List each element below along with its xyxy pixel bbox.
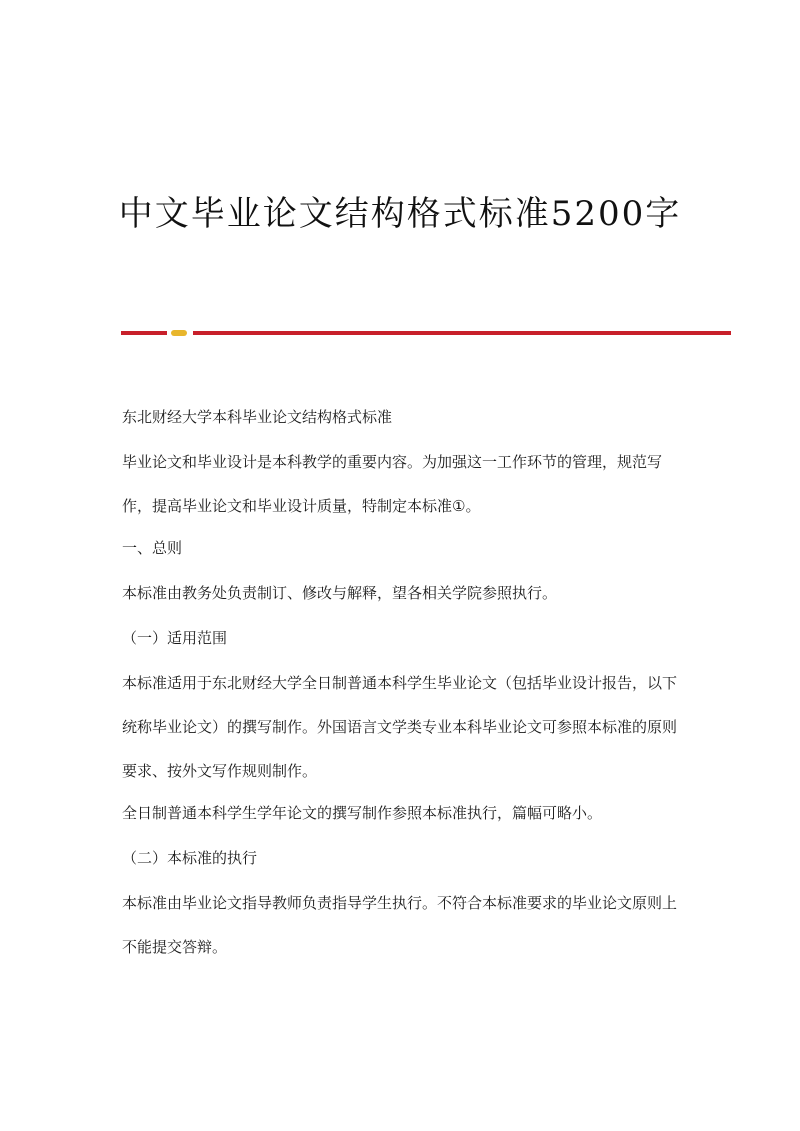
- general-paragraph: 本标准由教务处负责制订、修改与解释，望各相关学院参照执行。: [122, 584, 558, 602]
- scope-paragraph-2: 全日制普通本科学生学年论文的撰写制作参照本标准执行，篇幅可略小。: [122, 804, 603, 822]
- execution-paragraph: 本标准由毕业论文指导教师负责指导学生执行。不符合本标准要求的毕业论文原则上不能提交答辩。: [122, 894, 678, 956]
- intro-paragraph: 毕业论文和毕业设计是本科教学的重要内容。为加强这一工作环节的管理，规范写作，提高毕业论文和毕业设计质量，特制定本标准①。: [122, 453, 663, 515]
- execution-heading: （二）本标准的执行: [122, 849, 258, 867]
- title-divider: [121, 331, 731, 335]
- divider-left-segment: [121, 331, 167, 335]
- scope-paragraph: 本标准适用于东北财经大学全日制普通本科学生毕业论文（包括毕业设计报告，以下统称毕业论文）的撰写制作。外国语言文学类专业本科毕业论文可参照本标准的原则要求、按外文写作规则制作。: [122, 674, 678, 780]
- divider-ornament-icon: [171, 330, 187, 336]
- divider-right-segment: [193, 331, 731, 335]
- document-title: 中文毕业论文结构格式标准5200字: [118, 194, 682, 234]
- document-body: [122, 406, 682, 969]
- section-general-heading: 一、总则: [122, 539, 183, 557]
- scope-heading: （一）适用范围: [122, 629, 228, 647]
- subtitle-paragraph: 东北财经大学本科毕业论文结构格式标准: [122, 408, 393, 426]
